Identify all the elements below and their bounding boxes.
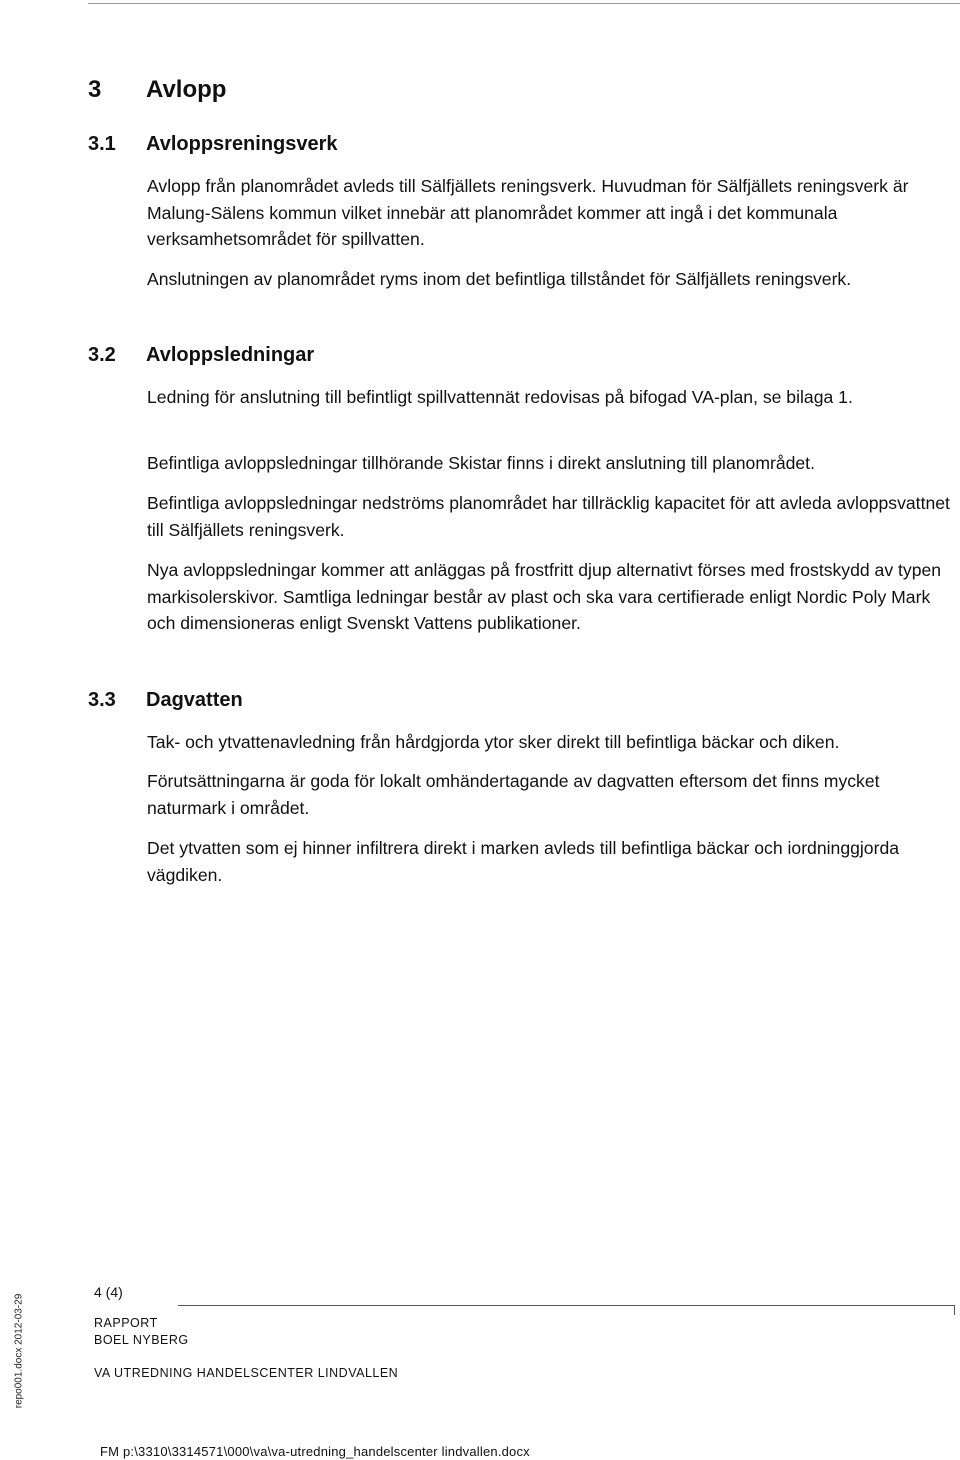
paragraph: Anslutningen av planområdet ryms inom det befintliga tillståndet för Sälfjällets reningsverk. [147,269,852,289]
heading-section-3-1 [88,131,338,157]
paragraph: Tak- och ytvattenavledning från hårdgjorda ytor sker direkt till befintliga bäckar och diken. [147,732,840,752]
document-type: RAPPORT [94,1316,158,1330]
paragraph: Ledning för anslutning till befintligt spillvattennät redovisas på bifogad VA-plan, se bilaga 1. [147,387,853,407]
heading-section-3-2 [88,342,314,368]
project-title: VA UTREDNING HANDELSCENTER LINDVALLEN [94,1366,399,1380]
heading-section-3-3 [88,687,243,713]
footer-rule-tick [954,1305,955,1315]
heading-title: Avloppsledningar [146,344,315,366]
heading-section-3 [88,75,226,105]
paragraph: Avlopp från planområdet avleds till Sälfjällets reningsverk. Huvudman för Sälfjällets reningsverk är Malung-Sälens kommun vilket innebär att planområdet kommer att ingå i det kommunala verksamhetsområdet för spillvatten. [147,176,909,249]
heading-number: 3 [88,76,102,103]
file-path: FM p:\3310\3314571\000\va\va-utredning_handelscenter lindvallen.docx [100,1444,530,1459]
heading-title: Dagvatten [146,689,243,711]
paragraph: Nya avloppsledningar kommer att anläggas på frostfritt djup alternativt förses med frostskydd av typen markisolerskivor. Samtliga ledningar består av plast och ska vara certifierade enligt Nordic Poly Mark och dimensioneras enligt Svenskt Vattens publikationer. [147,560,942,633]
heading-number: 3.2 [88,344,116,366]
footer-rule [178,1305,955,1306]
paragraph: Befintliga avloppsledningar nedströms planområdet har tillräcklig kapacitet för att avleda avloppsvattnet till Sälfjällets reningsverk. [147,493,950,540]
template-label: repo001.docx 2012-03-29 [13,1293,25,1409]
paragraph: Förutsättningarna är goda för lokalt omhändertagande av dagvatten eftersom det finns mycket naturmark i området. [147,771,880,818]
heading-title: Avlopp [146,76,227,103]
heading-number: 3.1 [88,133,116,155]
heading-title: Avloppsreningsverk [146,133,338,155]
author-name: BOEL NYBERG [94,1333,189,1347]
heading-number: 3.3 [88,689,116,711]
paragraph: Det ytvatten som ej hinner infiltrera direkt i marken avleds till befintliga bäckar och iordninggjorda vägdiken. [147,838,900,885]
header-rule [88,3,960,4]
paragraph: Befintliga avloppsledningar tillhörande Skistar finns i direkt anslutning till planområdet. [147,453,815,473]
page-number: 4 (4) [94,1284,123,1300]
